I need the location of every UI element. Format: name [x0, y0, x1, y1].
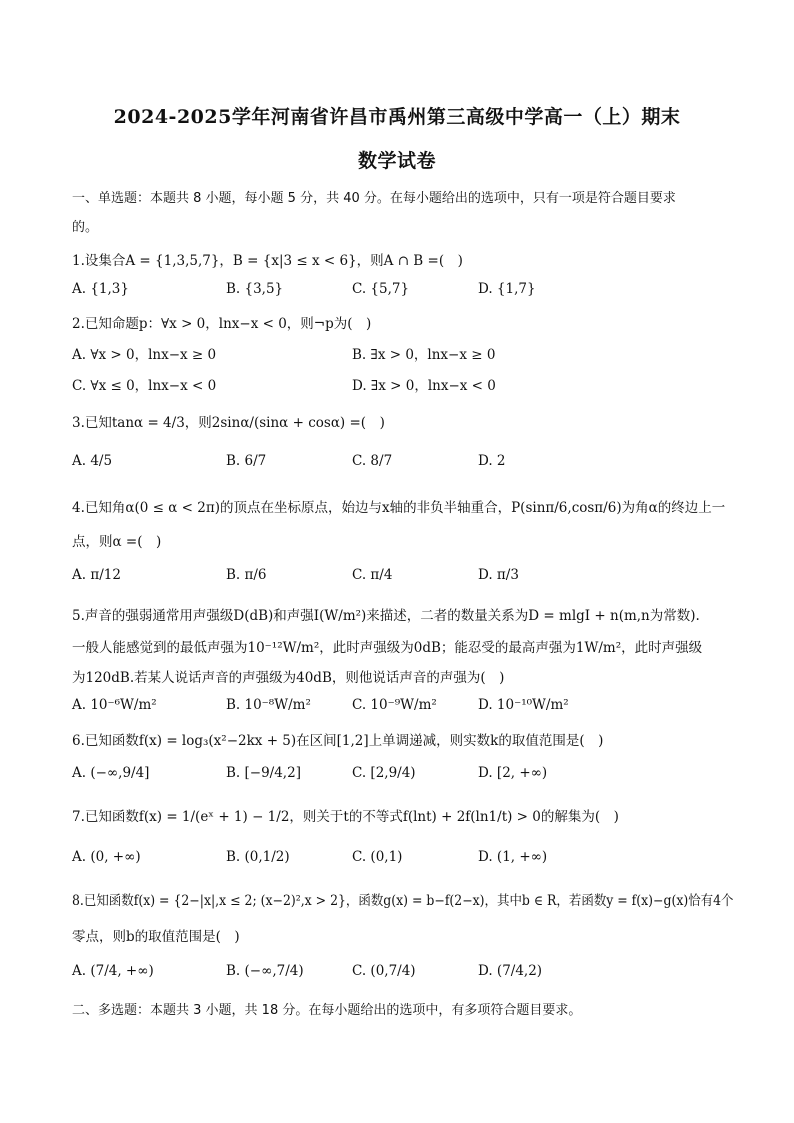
question-6: 6.已知函数f(x) = log₃(x²−2kx + 5)在区间[1,2]上单调递减，则实数k的取值范围是( )	[72, 733, 604, 749]
exam-subtitle: 数学试卷	[357, 150, 436, 172]
q1-option-a: A. {1,3}	[72, 281, 129, 297]
q5-option-d: D. 10⁻¹⁰W/m²	[478, 697, 569, 713]
q8-option-d: D. (7/4,2)	[478, 963, 543, 979]
q7-option-c: C. (0,1)	[352, 849, 403, 865]
question-5-cont-2: 为120dB.若某人说话声音的声强级为40dB，则他说话声音的声强为( )	[72, 670, 505, 686]
q3-option-c: C. 8/7	[352, 453, 393, 469]
section-2-heading: 二、多选题：本题共 3 小题，共 18 分。在每小题给出的选项中，有多项符合题目要求。	[72, 1003, 582, 1018]
question-5: 5.声音的强弱通常用声强级D(dB)和声强I(W/m²)来描述，二者的数量关系为D = mlgI + n(m,n为常数).	[72, 608, 700, 624]
q5-option-a: A. 10⁻⁶W/m²	[72, 697, 157, 713]
question-4-cont: 点，则α =( )	[72, 534, 162, 550]
q8-option-a: A. (7/4, +∞)	[72, 963, 154, 979]
q6-option-d: D. [2, +∞)	[478, 765, 548, 781]
q1-option-b: B. {3,5}	[226, 281, 284, 297]
exam-title: 2024-2025学年河南省许昌市禹州第三高级中学高一（上）期末	[113, 106, 681, 128]
question-4: 4.已知角α(0 ≤ α < 2π)的顶点在坐标原点，始边与x轴的非负半轴重合，P(sinπ/6,cosπ/6)为角α的终边上一	[72, 500, 726, 516]
section-1-heading: 一、单选题：本题共 8 小题，每小题 5 分，共 40 分。在每小题给出的选项中，只有一项是符合题目要求	[72, 191, 676, 206]
q8-option-c: C. (0,7/4)	[352, 963, 416, 979]
q2-option-c: C. ∀x ≤ 0，lnx−x < 0	[72, 378, 217, 394]
section-1-heading-cont: 的。	[72, 220, 99, 235]
question-5-cont-1: 一般人能感觉到的最低声强为10⁻¹²W/m²，此时声强级为0dB；能忍受的最高声强为1W/m²，此时声强级	[72, 640, 703, 656]
q6-option-c: C. [2,9/4)	[352, 765, 416, 781]
q4-option-d: D. π/3	[478, 567, 519, 583]
q3-option-a: A. 4/5	[72, 453, 113, 469]
q2-option-d: D. ∃x > 0，lnx−x < 0	[352, 378, 496, 394]
q3-option-d: D. 2	[478, 453, 506, 469]
q6-option-b: B. [−9/4,2]	[226, 765, 301, 781]
q7-option-d: D. (1, +∞)	[478, 849, 548, 865]
q2-option-a: A. ∀x > 0，lnx−x ≥ 0	[72, 347, 217, 363]
q4-option-c: C. π/4	[352, 567, 393, 583]
q5-option-c: C. 10⁻⁹W/m²	[352, 697, 437, 713]
question-2: 2.已知命题p：∀x > 0，lnx−x < 0，则¬p为( )	[72, 316, 372, 332]
question-8: 8.已知函数f(x) = {2−|x|,x ≤ 2; (x−2)²,x > 2}，函数g(x) = b−f(2−x)，其中b ∈ R，若函数y = f(x)−g(x)恰有4个	[72, 893, 734, 909]
q7-option-b: B. (0,1/2)	[226, 849, 290, 865]
question-3: 3.已知tanα = 4/3，则2sinα/(sinα + cosα) =( )	[72, 415, 385, 431]
q3-option-b: B. 6/7	[226, 453, 267, 469]
question-8-cont: 零点，则b的取值范围是( )	[72, 929, 240, 945]
q8-option-b: B. (−∞,7/4)	[226, 963, 304, 979]
q1-option-c: C. {5,7}	[352, 281, 410, 297]
q6-option-a: A. (−∞,9/4]	[72, 765, 150, 781]
question-7: 7.已知函数f(x) = 1/(eˣ + 1) − 1/2，则关于t的不等式f(lnt) + 2f(ln1/t) > 0的解集为( )	[72, 809, 619, 825]
question-1: 1.设集合A = {1,3,5,7}，B = {x|3 ≤ x < 6}，则A ∩ B =( )	[72, 253, 463, 269]
q5-option-b: B. 10⁻⁸W/m²	[226, 697, 311, 713]
q4-option-a: A. π/12	[72, 567, 121, 583]
q2-option-b: B. ∃x > 0，lnx−x ≥ 0	[352, 347, 496, 363]
q4-option-b: B. π/6	[226, 567, 267, 583]
q1-option-d: D. {1,7}	[478, 281, 536, 297]
q7-option-a: A. (0, +∞)	[72, 849, 141, 865]
